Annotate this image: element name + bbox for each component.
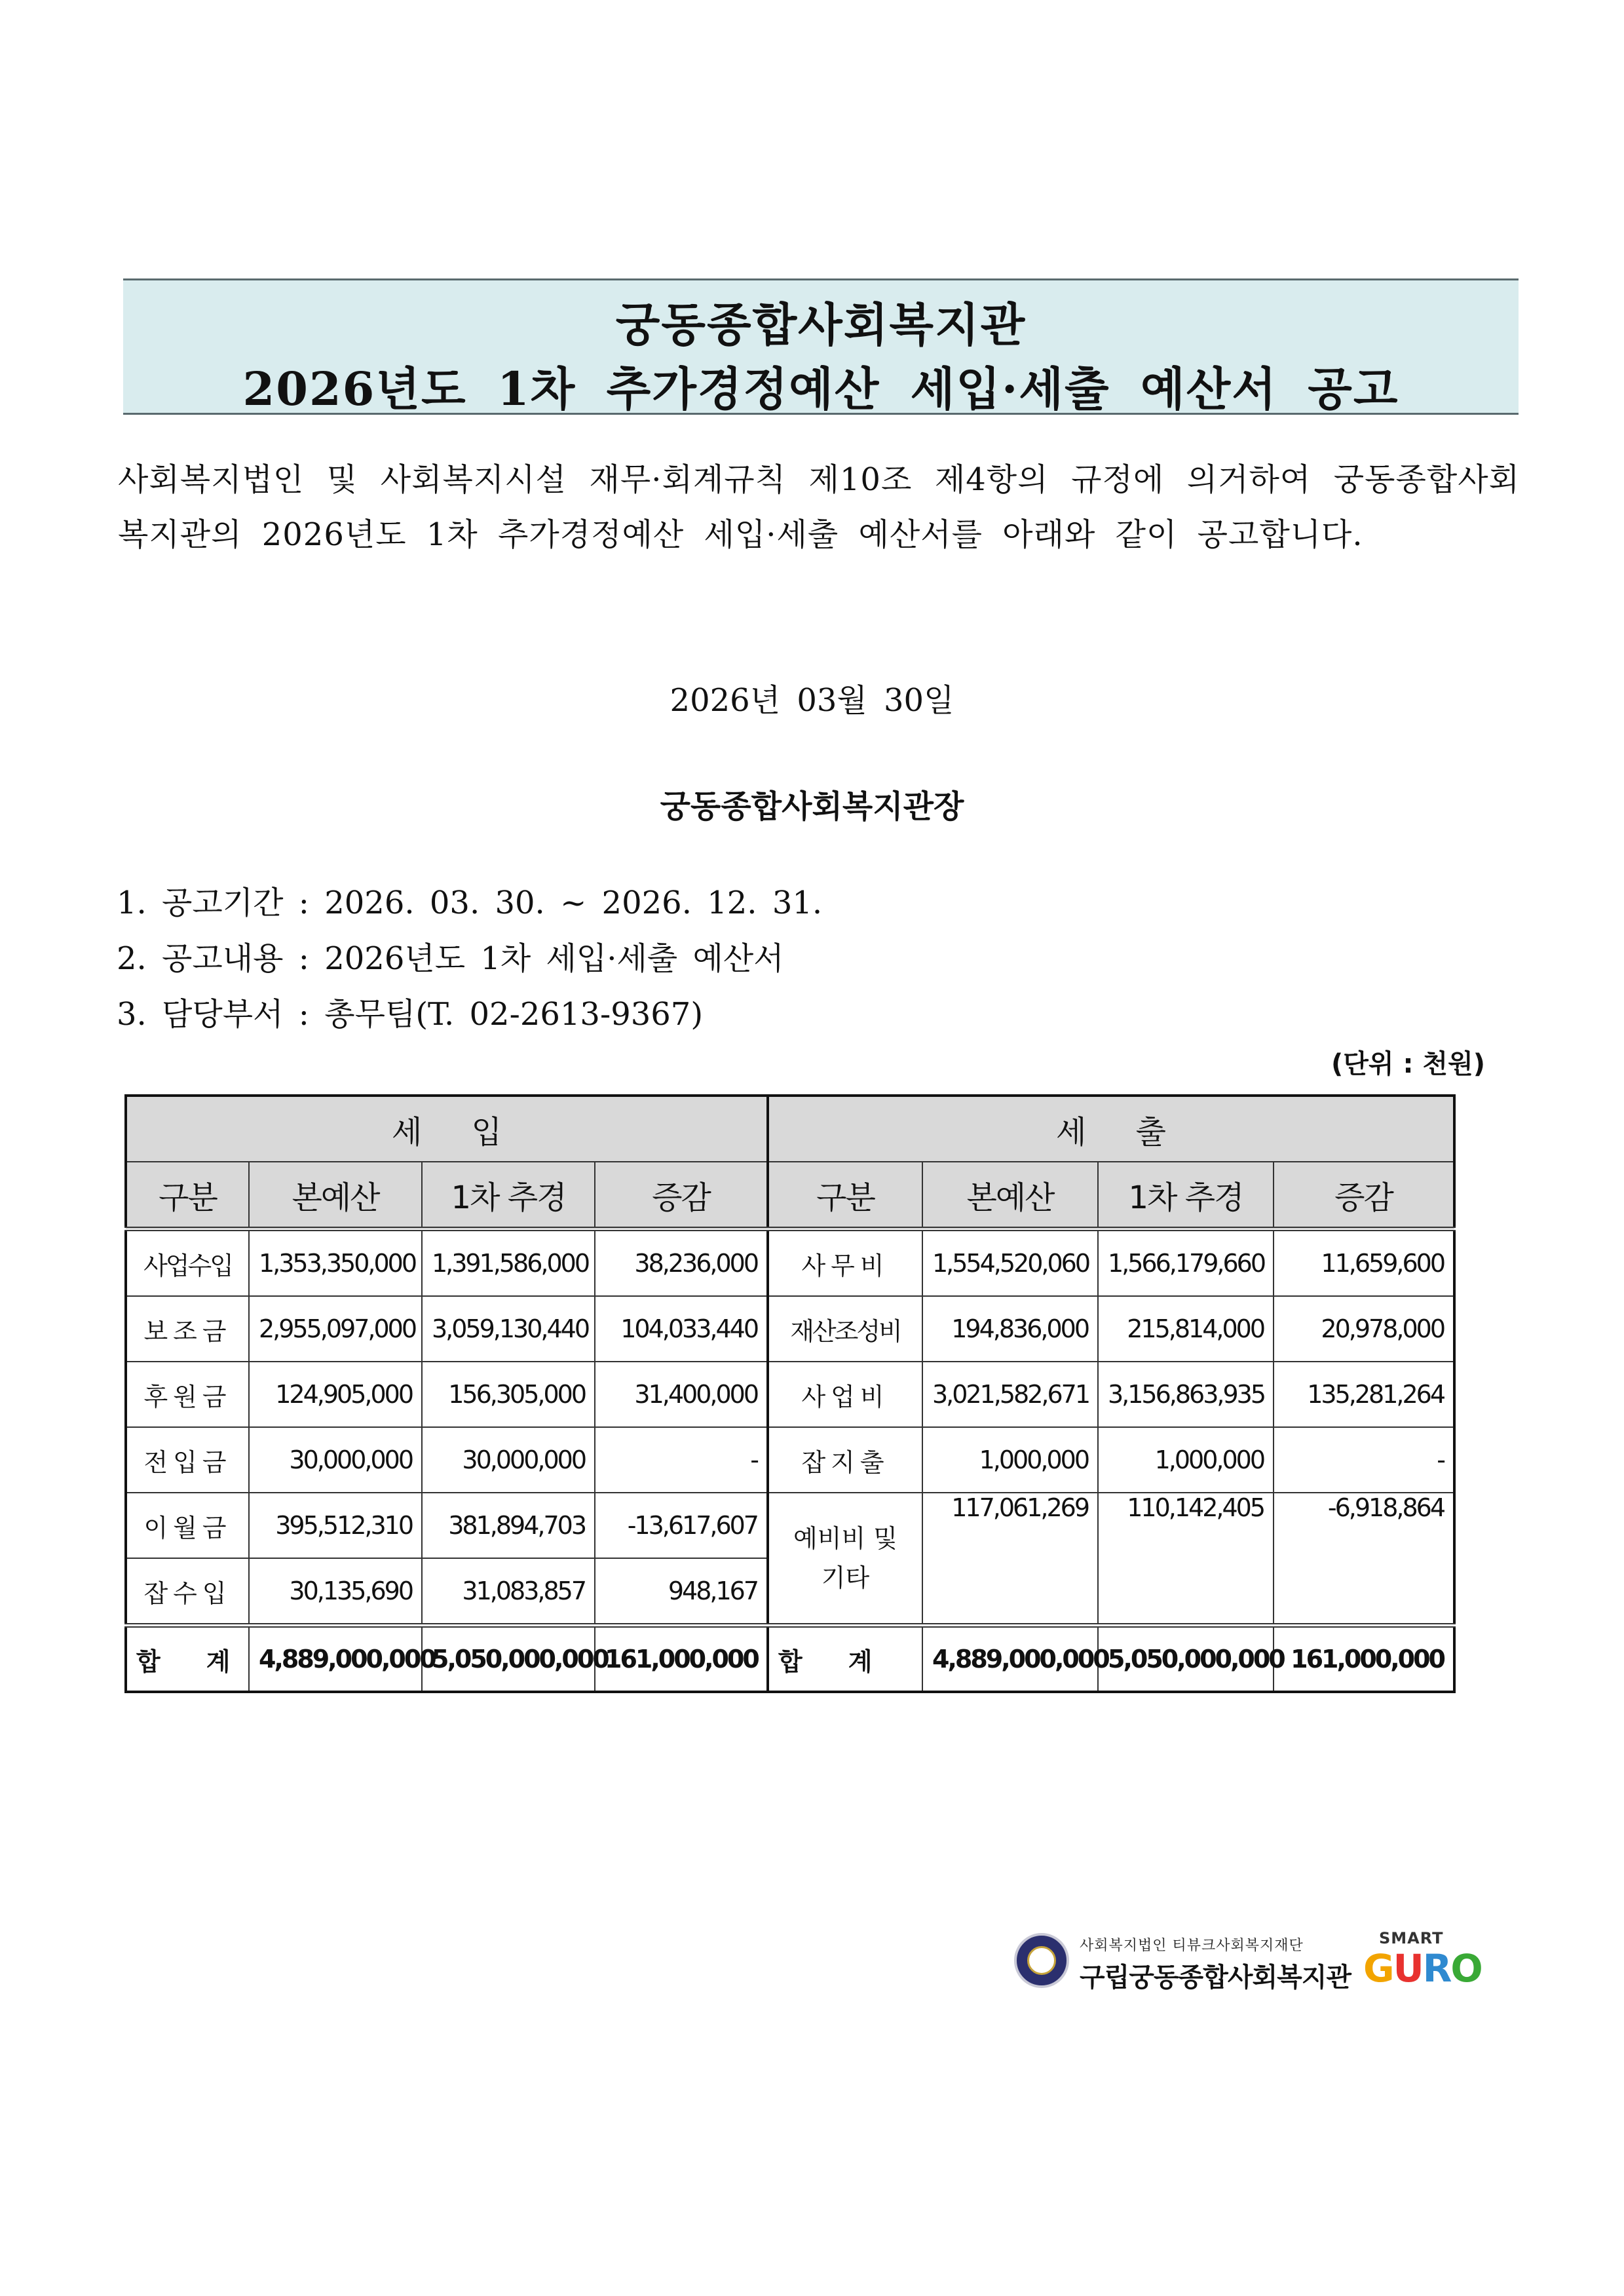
foundation-seal-icon (1014, 1933, 1069, 1988)
info-content: 2. 공고내용 : 2026년도 1차 세입·세출 예산서 (117, 940, 784, 977)
signer: 궁동종합사회복지관장 (660, 788, 964, 825)
income-base: 2,955,097,000 (249, 1296, 422, 1362)
info-period: 1. 공고기간 : 2026. 03. 30. ~ 2026. 12. 31. (117, 885, 823, 921)
income-label: 사업수입 (126, 1229, 249, 1297)
income-total-base: 4,889,000,000 (249, 1626, 422, 1693)
expense-diff: 20,978,000 (1274, 1296, 1454, 1362)
header-category: 구분 (768, 1162, 922, 1229)
expense-base: 3,021,582,671 (922, 1362, 1098, 1427)
expense-section-title: 세 출 (768, 1096, 1454, 1162)
expense-total-diff: 161,000,000 (1274, 1626, 1454, 1693)
income-diff: - (595, 1427, 768, 1493)
unit-label: (단위 : 천원) (1331, 1049, 1485, 1079)
income-base: 124,905,000 (249, 1362, 422, 1427)
expense-label: 잡지출 (768, 1427, 922, 1493)
brand-letter: O (1450, 1946, 1482, 1991)
expense-revised: 110,142,405 (1098, 1493, 1274, 1626)
expense-base: 1,554,520,060 (922, 1229, 1098, 1297)
header-diff: 증감 (595, 1162, 768, 1229)
expense-total-label (768, 1626, 922, 1693)
total-label-a: 합 (136, 1647, 161, 1676)
income-diff: 31,400,000 (595, 1362, 768, 1427)
table-row (126, 1296, 1454, 1362)
expense-total-base: 4,889,000,000 (922, 1626, 1098, 1693)
expense-revised: 1,000,000 (1098, 1427, 1274, 1493)
income-label: 후원금 (126, 1362, 249, 1427)
income-total-label (126, 1626, 249, 1693)
notice-info (117, 875, 822, 1043)
income-diff: 38,236,000 (595, 1229, 768, 1297)
income-section-title: 세 입 (126, 1096, 768, 1162)
expense-base: 194,836,000 (922, 1296, 1098, 1362)
org-name: 구립궁동종합사회복지관 (1080, 1962, 1351, 1993)
table-row (126, 1229, 1454, 1297)
brand-letter: R (1422, 1946, 1451, 1991)
income-revised: 3,059,130,440 (422, 1296, 595, 1362)
org-small-text: 사회복지법인 티뷰크사회복지재단 (1080, 1938, 1304, 1954)
income-base: 30,135,690 (249, 1558, 422, 1626)
income-diff: 948,167 (595, 1558, 768, 1626)
header-base: 본예산 (922, 1162, 1098, 1229)
income-label: 보조금 (126, 1296, 249, 1362)
brand-guro-logo (1363, 1946, 1482, 1991)
expense-label: 사무비 (768, 1229, 922, 1297)
total-row (126, 1626, 1454, 1693)
income-label: 전입금 (126, 1427, 249, 1493)
header-revised: 1차 추경 (1098, 1162, 1274, 1229)
expense-label-line-2: 기타 (821, 1563, 870, 1592)
expense-base: 117,061,269 (922, 1493, 1098, 1626)
total-label-b: 계 (206, 1647, 231, 1676)
title-box (123, 278, 1519, 415)
header-diff: 증감 (1274, 1162, 1454, 1229)
expense-label-reserve (768, 1493, 922, 1626)
table-row (126, 1493, 1454, 1558)
footer-logo (1014, 1929, 1482, 2001)
brand-letter: U (1393, 1946, 1423, 1991)
income-label: 잡수입 (126, 1558, 249, 1626)
income-revised: 156,305,000 (422, 1362, 595, 1427)
table-row (126, 1427, 1454, 1493)
header-base: 본예산 (249, 1162, 422, 1229)
brand-smart: SMART (1379, 1929, 1444, 1947)
income-label: 이월금 (126, 1493, 249, 1558)
title-line-1: 궁동종합사회복지관 (615, 297, 1027, 352)
budget-table (124, 1094, 1456, 1693)
info-department: 3. 담당부서 : 총무팀(T. 02-2613-9367) (117, 996, 704, 1033)
income-base: 1,353,350,000 (249, 1229, 422, 1297)
income-diff: 104,033,440 (595, 1296, 768, 1362)
header-revised: 1차 추경 (422, 1162, 595, 1229)
intro-paragraph: 사회복지법인 및 사회복지시설 재무·회계규칙 제10조 제4항의 규정에 의거하여 궁동종합사회복지관의 2026년도 1차 추가경정예산 세입·세출 예산서를 아래와 같이 공고합니다. (118, 461, 1520, 553)
expense-label: 사업비 (768, 1362, 922, 1427)
expense-revised: 1,566,179,660 (1098, 1229, 1274, 1297)
income-base: 395,512,310 (249, 1493, 422, 1558)
income-revised: 381,894,703 (422, 1493, 595, 1558)
expense-base: 1,000,000 (922, 1427, 1098, 1493)
expense-diff: -6,918,864 (1274, 1493, 1454, 1626)
expense-diff: - (1274, 1427, 1454, 1493)
expense-diff: 135,281,264 (1274, 1362, 1454, 1427)
expense-revised: 215,814,000 (1098, 1296, 1274, 1362)
expense-total-revised: 5,050,000,000 (1098, 1626, 1274, 1693)
income-base: 30,000,000 (249, 1427, 422, 1493)
header-category: 구분 (126, 1162, 249, 1229)
notice-date: 2026년 03월 30일 (670, 682, 954, 719)
table-row (126, 1362, 1454, 1427)
income-revised: 1,391,586,000 (422, 1229, 595, 1297)
expense-diff: 11,659,600 (1274, 1229, 1454, 1297)
income-total-revised: 5,050,000,000 (422, 1626, 595, 1693)
title-line-2: 2026년도 1차 추가경정예산 세입·세출 예산서 공고 (242, 362, 1399, 416)
total-label-a: 합 (778, 1647, 803, 1676)
expense-label: 재산조성비 (768, 1296, 922, 1362)
brand-letter: G (1363, 1946, 1393, 1991)
income-revised: 30,000,000 (422, 1427, 595, 1493)
income-revised: 31,083,857 (422, 1558, 595, 1626)
income-total-diff: 161,000,000 (595, 1626, 768, 1693)
income-diff: -13,617,607 (595, 1493, 768, 1558)
expense-label-line-1: 예비비 및 (793, 1524, 897, 1553)
expense-revised: 3,156,863,935 (1098, 1362, 1274, 1427)
total-label-b: 계 (848, 1647, 873, 1676)
